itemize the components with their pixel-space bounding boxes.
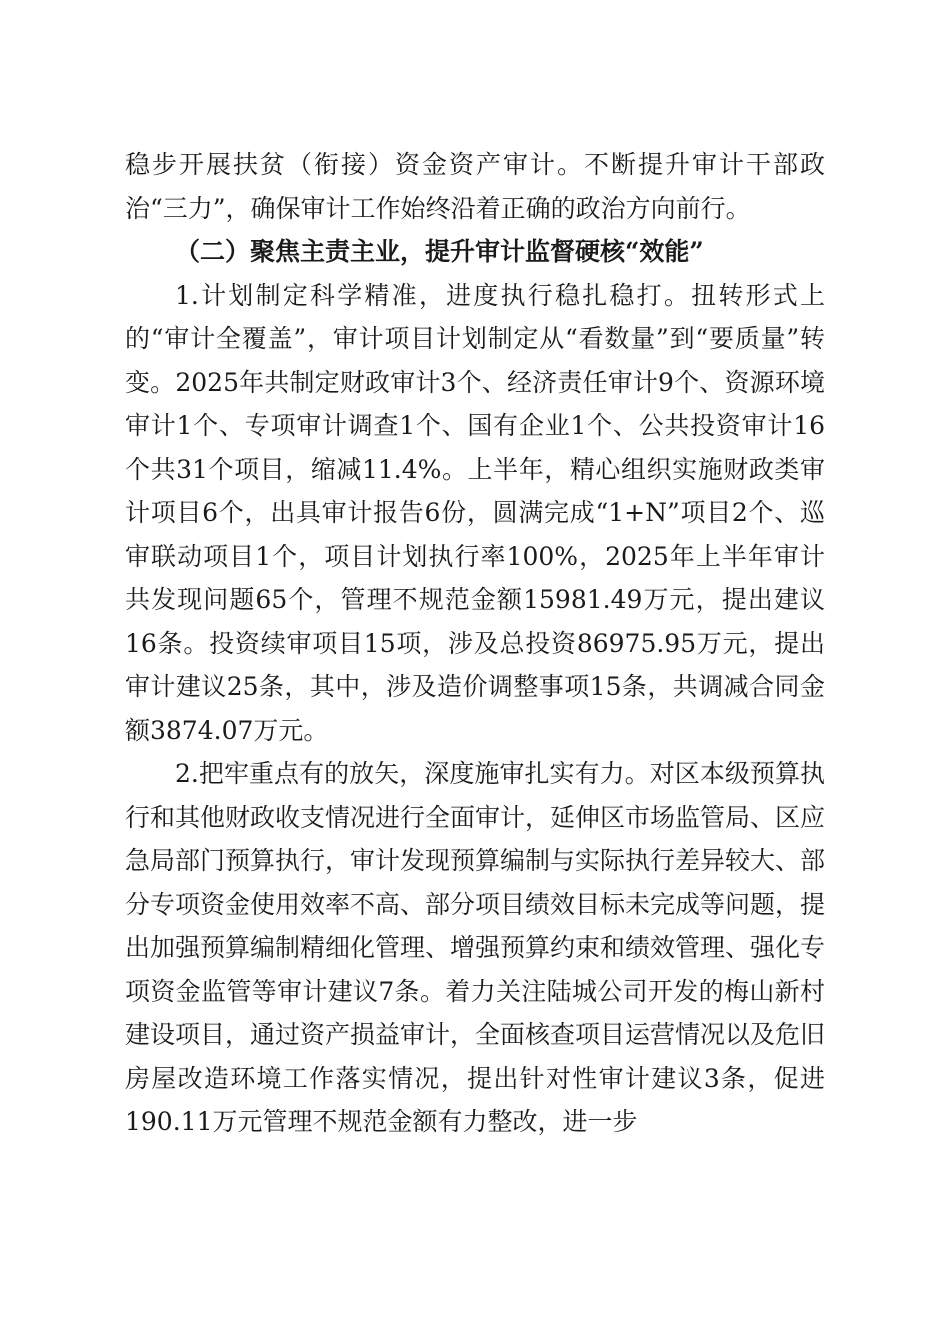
paragraph-continuation: 稳步开展扶贫（衔接）资金资产审计。不断提升审计干部政治“三力”，确保审计工作始终沿着正确的政治方向前行。 bbox=[125, 150, 825, 223]
document-body bbox=[125, 143, 825, 1144]
paragraph-key-audit: 2.把牢重点有的放矢，深度施审扎实有力。对区本级预算执行和其他财政收支情况进行全面审计，延伸区市场监管局、区应急局部门预算执行，审计发现预算编制与实际执行差异较大、部分专项资金使用效率不高、部分项目绩效目标未完成等问题，提出加强预算编制精细化管理、增强预算约束和绩效管理、强化专项资金监管等审计建议7条。着力关注陆城公司开发的梅山新村建设项目，通过资产损益审计，全面核查项目运营情况以及危旧房屋改造环境工作落实情况，提出针对性审计建议3条，促进190.11万元管理不规范金额有力整改，进一步 bbox=[125, 759, 826, 1136]
paragraph-plan-execution: 1.计划制定科学精准，进度执行稳扎稳打。扭转形式上的“审计全覆盖”，审计项目计划制定从“看数量”到“要质量”转变。2025年共制定财政审计3个、经济责任审计9个、资源环境审计1个、专项审计调查1个、国有企业1个、公共投资审计16个共31个项目，缩减11.4%。上半年，精心组织实施财政类审计项目6个，出具审计报告6份，圆满完成“1+N”项目2个、巡审联动项目1个，项目计划执行率100%，2025年上半年审计共发现问题65个，管理不规范金额15981.49万元，提出建议16条。投资续审项目15项，涉及总投资86975.95万元，提出审计建议25条，其中，涉及造价调整事项15条，共调减合同金额3874.07万元。 bbox=[125, 280, 825, 745]
section-heading: （二）聚焦主责主业，提升审计监督硬核“效能” bbox=[175, 237, 704, 266]
